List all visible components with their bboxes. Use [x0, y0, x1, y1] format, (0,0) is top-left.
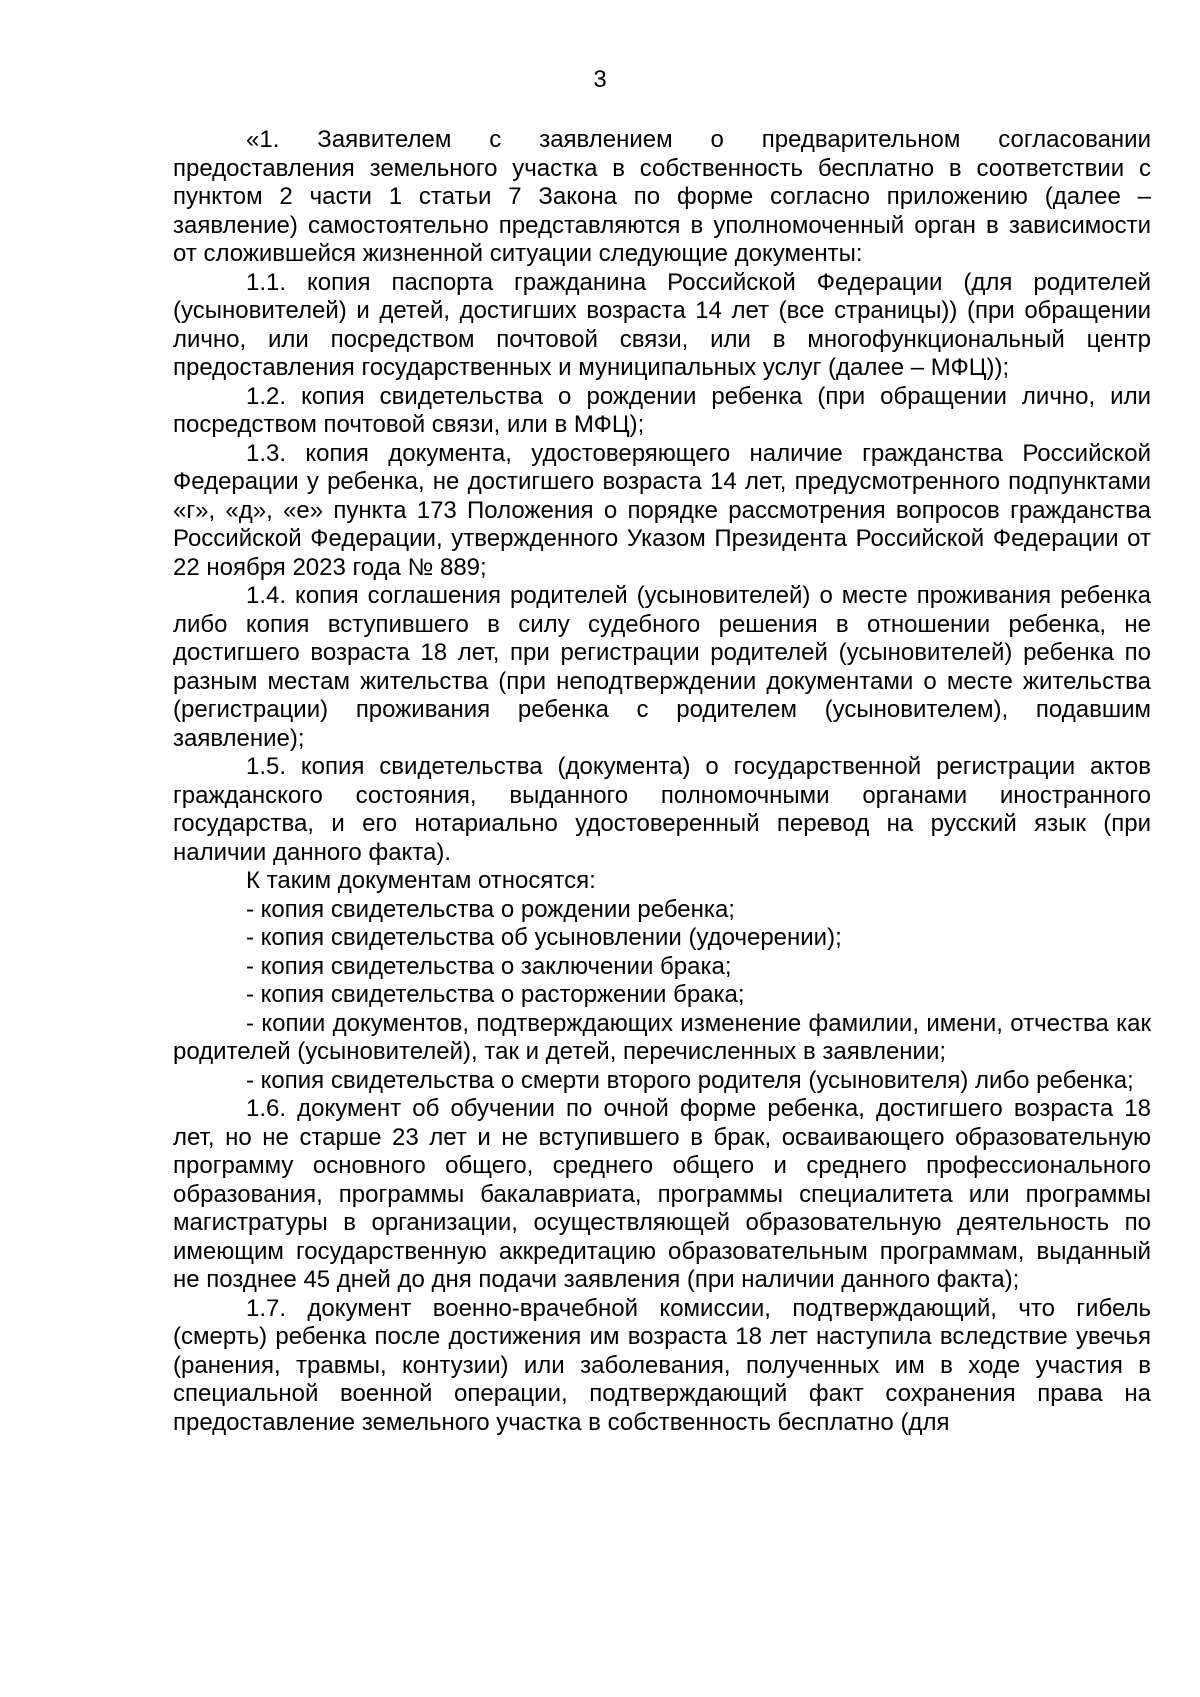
- paragraph-item-1-5: 1.5. копия свидетельства (документа) о государственной регистрации актов гражданского состояния, выданного полномочными органами иностранного государства, и его нотариально удостоверенный перевод на русский язык (при наличии данного факта).: [173, 753, 1151, 866]
- paragraph-item-1-2: 1.2. копия свидетельства о рождении ребенка (при обращении лично, или посредством почтовой связи, или в МФЦ);: [173, 382, 1151, 438]
- paragraph-item-1-3: 1.3. копия документа, удостоверяющего наличие гражданства Российской Федерации у ребенка, не достигшего возраста 14 лет, предусмотренного подпунктами «г», «д», «е» пункта 173 Положения о порядке рассмотрения вопросов гражданства Российской Федерации, утвержденного Указом Президента Российской Федерации от 22 ноября 2023 года № 889;: [173, 439, 1151, 581]
- paragraph-item-1-7: 1.7. документ военно-врачебной комиссии, подтверждающий, что гибель (смерть) ребенка после достижения им возраста 18 лет наступила вследствие увечья (ранения, травмы, контузии) или заболевания, полученных им в ходе участия в специальной военной операции, подтверждающий факт сохранения права на предоставление земельного участка в собственность бесплатно (для: [173, 1294, 1151, 1436]
- list-item-death-certificate: - копия свидетельства о смерти второго родителя (усыновителя) либо ребенка;: [246, 1066, 1134, 1094]
- list-item-marriage-certificate: - копия свидетельства о заключении брака;: [246, 952, 732, 980]
- list-item-birth-certificate: - копия свидетельства о рождении ребенка;: [246, 895, 735, 923]
- page-number: 3: [593, 66, 607, 93]
- list-item-adoption-certificate: - копия свидетельства об усыновлении (удочерении);: [246, 924, 842, 951]
- paragraph-documents-list-intro: К таким документам относятся:: [246, 867, 596, 894]
- list-item-divorce-certificate: - копия свидетельства о расторжении брака;: [246, 981, 745, 1008]
- paragraph-item-1-1: 1.1. копия паспорта гражданина Российской Федерации (для родителей (усыновителей) и детей, достигших возраста 14 лет (все страницы)) (при обращении лично, или посредством почтовой связи, или в многофункциональный центр предоставления государственных и муниципальных услуг (далее – МФЦ));: [173, 268, 1151, 381]
- document-body: [173, 126, 1151, 1437]
- paragraph-item-1-6: 1.6. документ об обучении по очной форме ребенка, достигшего возраста 18 лет, но не старше 23 лет и не вступившего в брак, осваивающего образовательную программу основного общего, среднего общего и среднего профессионального образования, программы бакалавриата, программы специалитета или программы магистратуры в организации, осуществляющей образовательную деятельность по имеющим государственную аккредитацию образовательным программам, выданный не позднее 45 дней до дня подачи заявления (при наличии данного факта);: [173, 1095, 1151, 1293]
- paragraph-item-1-4: 1.4. копия соглашения родителей (усыновителей) о месте проживания ребенка либо копия вступившего в силу судебного решения в отношении ребенка, не достигшего возраста 18 лет, при регистрации родителей (усыновителей) ребенка по разным местам жительства (при неподтверждении документами о месте жительства (регистрации) проживания ребенка с родителем (усыновителем), подавшим заявление);: [173, 582, 1151, 752]
- paragraph-item-1-intro: «1. Заявителем с заявлением о предварительном согласовании предоставления земельного участка в собственность бесплатно в соответствии с пунктом 2 части 1 статьи 7 Закона по форме согласно приложению (далее – заявление) самостоятельно представляются в уполномоченный орган в зависимости от сложившейся жизненной ситуации следующие документы:: [173, 126, 1151, 267]
- list-item-name-change-documents: - копии документов, подтверждающих изменение фамилии, имени, отчества как родителей (усыновителей), так и детей, перечисленных в заявлении;: [173, 1009, 1151, 1065]
